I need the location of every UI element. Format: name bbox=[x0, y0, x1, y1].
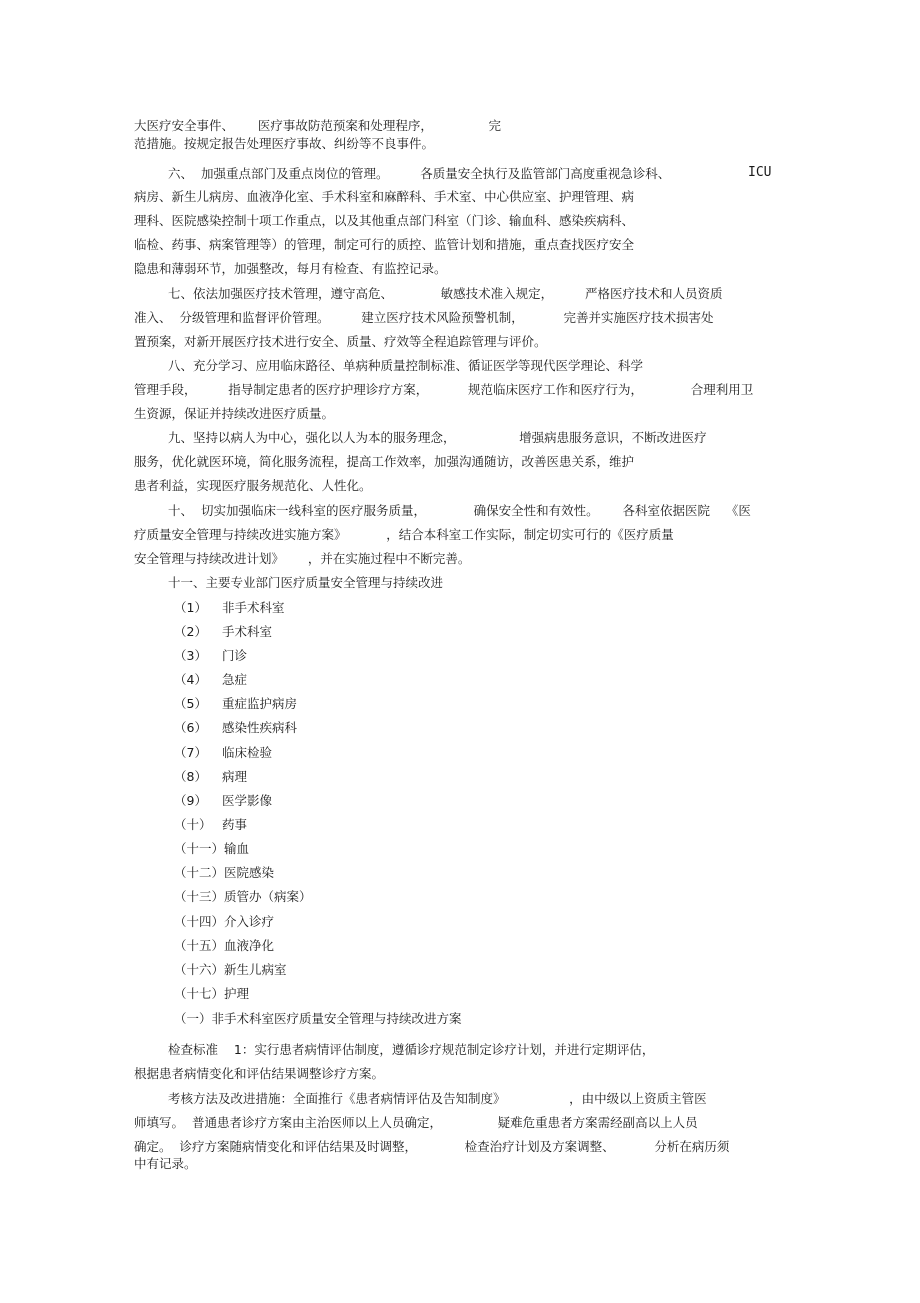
text-line: 隐患和薄弱环节，加强整改，每月有检查、有监控记录。 bbox=[134, 261, 447, 276]
text-line: 临检、药事、病案管理等）的管理，制定可行的质控、监管计划和措施，重点查找医疗安全 bbox=[134, 237, 635, 252]
list-item: 医学影像 bbox=[222, 793, 273, 808]
text-line: 管理手段， 指导制定患者的医疗护理诊疗方案， 规范临床医疗工作和医疗行为， 合理利用卫 bbox=[134, 382, 754, 397]
list-item: （十一）输血 bbox=[174, 841, 250, 856]
list-item: （十五）血液净化 bbox=[174, 938, 275, 953]
list-item: （十二）医院感染 bbox=[174, 865, 275, 880]
list-number: （6） bbox=[174, 720, 207, 735]
text-line: 病房、新生儿病房、血液净化室、手术科室和麻醉科、手术室、中心供应室、护理管理、病 bbox=[134, 189, 635, 204]
text-line: 患者利益，实现医疗服务规范化、人性化。 bbox=[134, 478, 372, 493]
list-number: （1） bbox=[174, 600, 207, 615]
text-line: 根据患者病情变化和评估结果调整诊疗方案。 bbox=[134, 1066, 385, 1081]
list-item: （十六）新生儿病室 bbox=[174, 962, 287, 977]
text-line: 准入、 分级管理和监督评价管理。 建立医疗技术风险预警机制， 完善并实施医疗技术损害处 bbox=[134, 310, 714, 325]
list-item: 病理 bbox=[222, 769, 248, 784]
text-line: 中有记录。 bbox=[134, 1156, 197, 1171]
text-line: 范措施。按规定报告处理医疗事故、纠纷等不良事件。 bbox=[134, 136, 435, 151]
list-item: 药事 bbox=[222, 817, 248, 832]
text-line: 大医疗安全事件、 医疗事故防范预案和处理程序， 完 bbox=[134, 118, 501, 133]
list-item: 门诊 bbox=[222, 648, 248, 663]
list-item: 非手术科室 bbox=[222, 600, 285, 615]
list-number: （9） bbox=[174, 793, 207, 808]
text-line: 师填写。 普通患者诊疗方案由主治医师以上人员确定， 疑难危重患者方案需经副高以上人员 bbox=[134, 1115, 698, 1130]
text-line: 生资源，保证并持续改进医疗质量。 bbox=[134, 406, 335, 421]
list-item: 重症监护病房 bbox=[222, 696, 298, 711]
section-11-heading: 十一、主要专业部门医疗质量安全管理与持续改进 bbox=[168, 575, 444, 590]
list-number: （4） bbox=[174, 672, 207, 687]
text-line: 置预案，对新开展医疗技术进行安全、质量、疗效等全程追踪管理与评价。 bbox=[134, 334, 547, 349]
section-10-heading: 十、 切实加强临床一线科室的医疗服务质量， 确保安全性和有效性。 各科室依据医院 《医 bbox=[168, 503, 751, 518]
section-8-heading: 八、充分学习、应用临床路径、单病种质量控制标准、循证医学等现代医学理论、科学 bbox=[168, 358, 644, 373]
subsection-heading: （一）非手术科室医疗质量安全管理与持续改进方案 bbox=[174, 1011, 462, 1026]
list-item: （十三）质管办（病案） bbox=[174, 889, 312, 904]
list-number: （十） bbox=[174, 817, 212, 832]
text-line: 考核方法及改进措施：全面推行《患者病情评估及告知制度》 ，由中级以上资质主管医 bbox=[168, 1091, 707, 1106]
text-line: 安全管理与持续改进计划》 ，并在实施过程中不断完善。 bbox=[134, 551, 471, 566]
list-item: （十四）介入诊疗 bbox=[174, 914, 275, 929]
list-number: （3） bbox=[174, 648, 207, 663]
list-item: （十七）护理 bbox=[174, 986, 250, 1001]
list-item: 感染性疾病科 bbox=[222, 720, 298, 735]
section-6-heading: 六、 加强重点部门及重点岗位的管理。 各质量安全执行及监管部门高度重视急诊科、 bbox=[168, 166, 671, 181]
list-number: （2） bbox=[174, 624, 207, 639]
icu-label: ICU bbox=[748, 165, 772, 180]
list-item: 急症 bbox=[222, 672, 248, 687]
list-number: （5） bbox=[174, 696, 207, 711]
list-number: （7） bbox=[174, 745, 207, 760]
text-line: 确定。 诊疗方案随病情变化和评估结果及时调整， 检查治疗计划及方案调整、 分析在病历须 bbox=[134, 1139, 730, 1154]
text-line: 疗质量安全管理与持续改进实施方案》 ，结合本科室工作实际，制定切实可行的《医疗质量 bbox=[134, 527, 674, 542]
text-line: 检查标准 1：实行患者病情评估制度，遵循诊疗规范制定诊疗计划，并进行定期评估， bbox=[168, 1042, 655, 1057]
list-number: （8） bbox=[174, 769, 207, 784]
text-line: 理科、医院感染控制十项工作重点，以及其他重点部门科室（门诊、输血科、感染疾病科、 bbox=[134, 213, 635, 228]
section-9-heading: 九、坚持以病人为中心，强化以人为本的服务理念， 增强病患服务意识，不断改进医疗 bbox=[168, 430, 707, 445]
list-item: 临床检验 bbox=[222, 745, 273, 760]
list-item: 手术科室 bbox=[222, 624, 273, 639]
text-line: 服务，优化就医环境，简化服务流程，提高工作效率，加强沟通随访，改善医患关系，维护 bbox=[134, 454, 635, 469]
section-7-heading: 七、依法加强医疗技术管理，遵守高危、 敏感技术准入规定， 严格医疗技术和人员资质 bbox=[168, 286, 723, 301]
